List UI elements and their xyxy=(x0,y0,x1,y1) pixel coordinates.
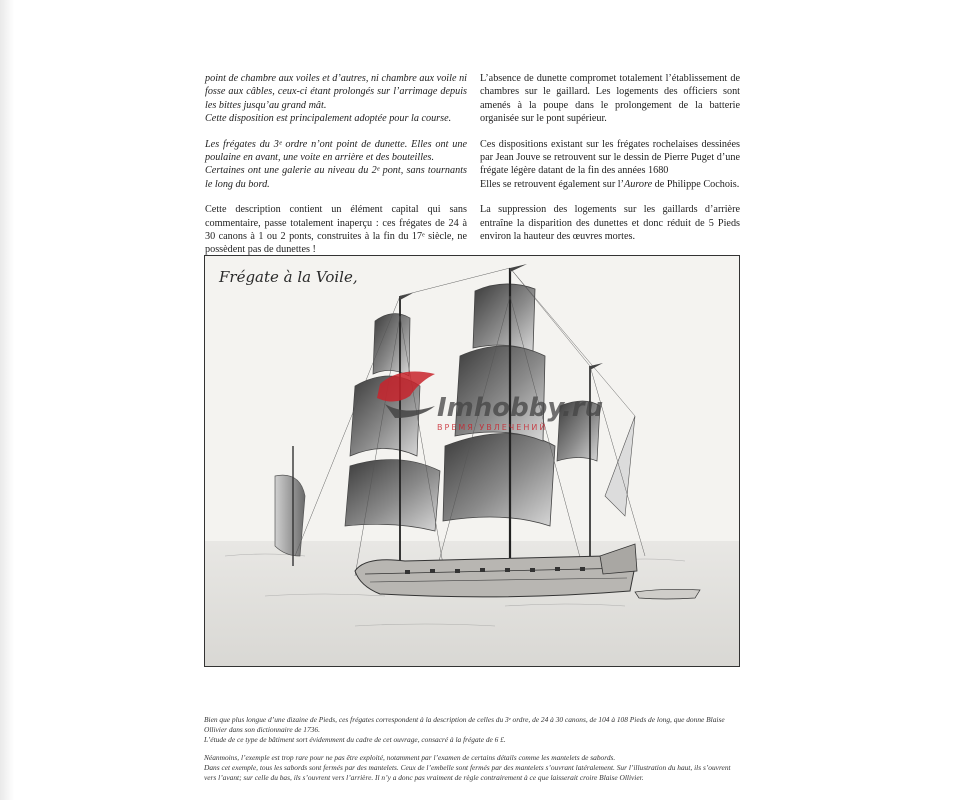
left-paragraph-3: Cette description contient un élément capital qui sans commentaire, passe totalement inaperçu : ces frégates de 24 à 30 canons à 1 ou 2 ponts, construites à la fin du 17ᵉ siècle, ne possèdent pas de dunettes ! xyxy=(205,204,467,256)
caption-1 xyxy=(204,715,744,745)
figure-captions xyxy=(204,715,744,791)
left-p1b-text: Cette disposition est principalement adoptée pour la course. xyxy=(205,112,452,124)
caption-1-text: Bien que plus longue d’une dizaine de Pieds, ces frégates correspondent à la description de celles du 3ᵉ ordre, de 24 à 30 canons, de 104 à 108 Pieds de long, que donne Blaise Ollivier dans son dictionnaire de 1736. xyxy=(204,715,725,734)
right-paragraph-3: La suppression des logements sur les gaillards d’arrière entraîne la disparition des dunettes et donc réduit de 5 Pieds environ la hauteur des œuvres mortes. xyxy=(480,204,740,242)
frigate-illustration xyxy=(204,255,740,667)
right-p2-text: Ces dispositions existant sur les frégates rochelaises dessinées par Jean Jouve se retrouvent sur le dessin de Pierre Puget d’une frégate légère datant de la fin des années 1680 xyxy=(480,138,740,177)
right-p2b-prefix: Elles se retrouvent également sur l’ xyxy=(480,178,624,190)
figure-title: Frégate à la Voile, xyxy=(219,268,358,286)
ship-drawing-icon xyxy=(205,256,739,666)
caption-2b-text: Dans cet exemple, tous les sabords sont fermés par des mantelets. Ceux de l’embelle sont fermés par des mantelets s’ouvrant latéralement. Sur l’illustration du haut, ils s’ouvrent vers l’avant; sur celle du bas, ils s’ouvrent vers l’arrière. Il n’y a donc pas vraiment de règle contrairement à ce que laisserait croire Blaise Ollivier. xyxy=(204,763,731,782)
right-paragraph-2 xyxy=(480,138,740,191)
right-paragraph-1: L’absence de dunette compromet totalement l’établissement de chambres sur le gaillard. Les logements des officiers sont amenés à la poupe dans le prolongement de la batterie organisée sur le pont supérieur. xyxy=(480,73,740,124)
watermark-brand: Imhobby.ru xyxy=(437,393,604,423)
left-paragraph-2 xyxy=(205,138,467,191)
caption-2 xyxy=(204,753,744,783)
ship-name-aurore: Aurore xyxy=(624,178,653,190)
left-p2-text: Les frégates du 3ᵉ ordre n’ont point de dunette. Elles ont une poulaine en avant, une voite en arrière et des bouteilles. xyxy=(205,138,467,163)
watermark-tagline: ВРЕМЯ УВЛЕЧЕНИЙ xyxy=(437,423,548,432)
left-paragraph-1 xyxy=(205,72,467,125)
right-p2b-suffix: de Philippe Cochois. xyxy=(652,178,740,190)
left-p1-text: point de chambre aux voiles et d’autres, ni chambre aux voile ni fosse aux câbles, ceux-ci étant prolongés sur l’arrimage depuis les bittes jusqu’au grand mât. xyxy=(205,73,467,111)
left-p2b-text: Certaines ont une galerie au niveau du 2ᵉ pont, sans tournants le long du bord. xyxy=(205,165,467,190)
right-column xyxy=(480,72,740,256)
binding-shadow xyxy=(0,0,14,800)
caption-1b-text: L’étude de ce type de bâtiment sort évidemment du cadre de cet ouvrage, consacré à la frégate de 6 £. xyxy=(204,735,506,744)
caption-2-text: Néanmoins, l’exemple est trop rare pour ne pas être exploité, notamment par l’examen de certains détails comme les mantelets de sabords. xyxy=(204,753,616,762)
left-column xyxy=(205,72,467,269)
